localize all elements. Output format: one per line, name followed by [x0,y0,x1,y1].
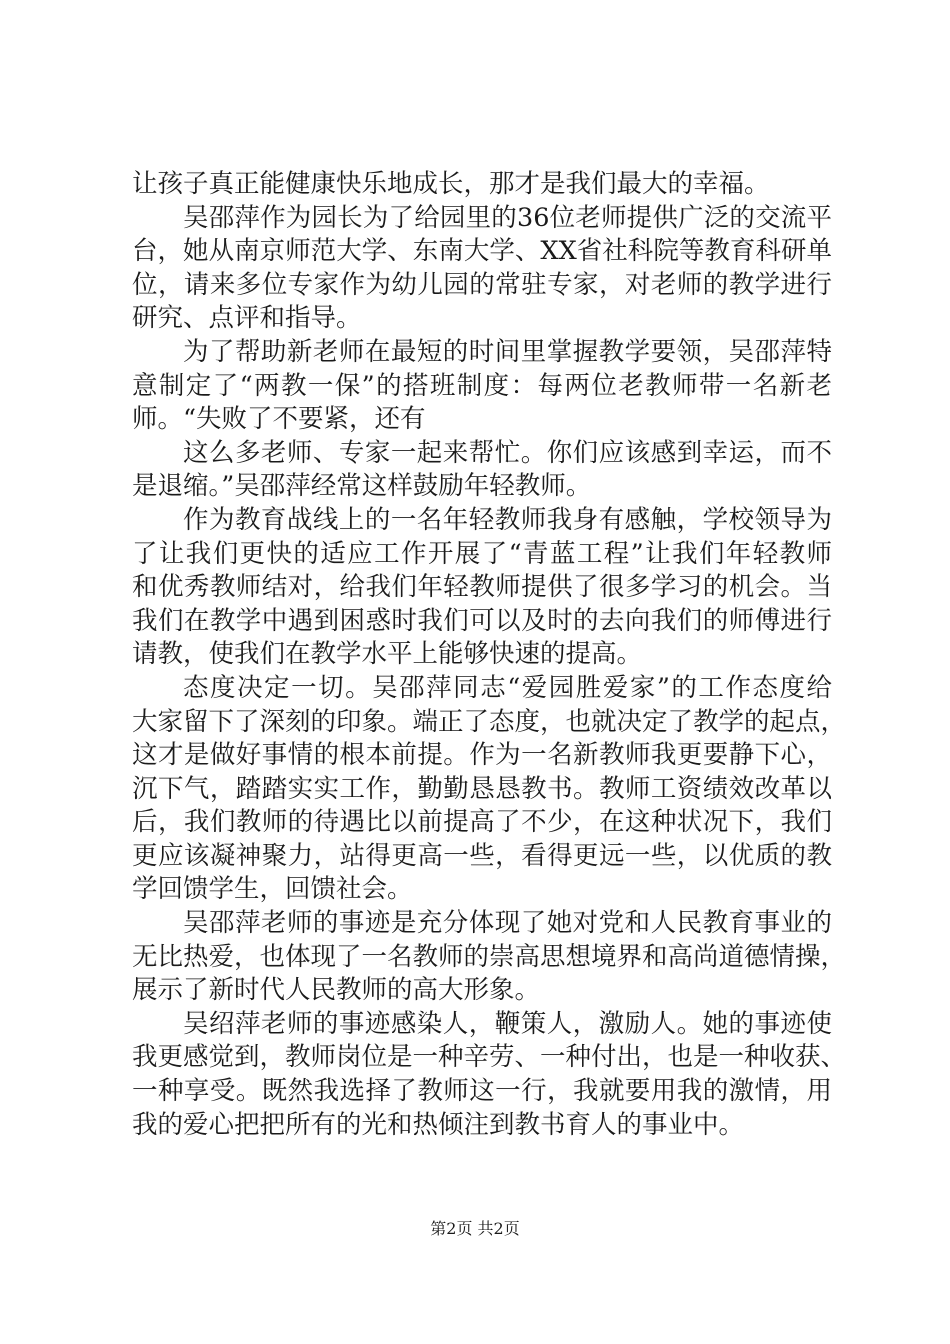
text-line: 台，她从南京师范大学、东南大学、XX省社科院等教育科研单 [132,236,832,267]
text-line: 一种享受。既然我选择了教师这一行，我就要用我的激情，用 [132,1076,832,1107]
text-line: 更应该凝神聚力，站得更高一些，看得更远一些，以优质的教 [132,840,832,871]
text-line: 作为教育战线上的一名年轻教师我身有感触，学校领导为 [183,504,832,535]
text-line: 我们在教学中遇到困惑时我们可以及时的去向我们的师傅进行 [132,605,832,636]
text-line: 意制定了“两教一保”的搭班制度：每两位老教师带一名新老 [132,370,832,401]
text-line: 这么多老师、专家一起来帮忙。你们应该感到幸运，而不 [183,437,832,468]
text-line: 和优秀教师结对，给我们年轻教师提供了很多学习的机会。当 [132,572,832,603]
text-line: 位，请来多位专家作为幼儿园的常驻专家，对老师的教学进行 [132,269,832,300]
text-line: 我的爱心把把所有的光和热倾注到教书育人的事业中。 [132,1109,745,1140]
text-line: 请教，使我们在教学水平上能够快速的提高。 [132,639,643,670]
text-line: 态度决定一切。吴邵萍同志“爱园胜爱家”的工作态度给 [183,672,832,703]
document-body [132,168,847,1142]
text-line: 了让我们更快的适应工作开展了“青蓝工程”让我们年轻教师 [132,538,832,569]
page-number: 第2页 共2页 [430,1219,520,1238]
text-line: 是退缩。”吴邵萍经常这样鼓励年轻教师。 [132,471,592,502]
text-line: 这才是做好事情的根本前提。作为一名新教师我更要静下心， [132,740,832,771]
text-line: 吴绍萍老师的事迹感染人，鞭策人，激励人。她的事迹使 [183,1008,832,1039]
text-line: 学回馈学生，回馈社会。 [132,874,413,905]
text-line: 后，我们教师的待遇比以前提高了不少，在这种状况下，我们 [132,807,832,838]
text-line: 大家留下了深刻的印象。端正了态度，也就决定了教学的起点， [132,706,847,737]
text-line: 为了帮助新老师在最短的时间里掌握教学要领，吴邵萍特 [183,336,832,367]
text-line: 我更感觉到，教师岗位是一种辛劳、一种付出，也是一种收获、 [132,1042,847,1073]
text-line: 让孩子真正能健康快乐地成长，那才是我们最大的幸福。 [132,169,770,199]
page-footer [0,1219,950,1239]
text-line: 无比热爱，也体现了一名教师的崇高思想境界和高尚道德情操， [132,941,847,972]
text-line: 吴邵萍作为园长为了给园里的36位老师提供广泛的交流平 [183,202,832,233]
text-line: 沉下气，踏踏实实工作，勤勤恳恳教书。教师工资绩效改革以 [132,773,832,804]
text-line: 吴邵萍老师的事迹是充分体现了她对党和人民教育事业的 [183,908,832,939]
text-line: 研究、点评和指导。 [132,303,362,334]
text-line: 展示了新时代人民教师的高大形象。 [132,975,541,1006]
text-line: 师。“失败了不要紧，还有 [132,404,426,435]
